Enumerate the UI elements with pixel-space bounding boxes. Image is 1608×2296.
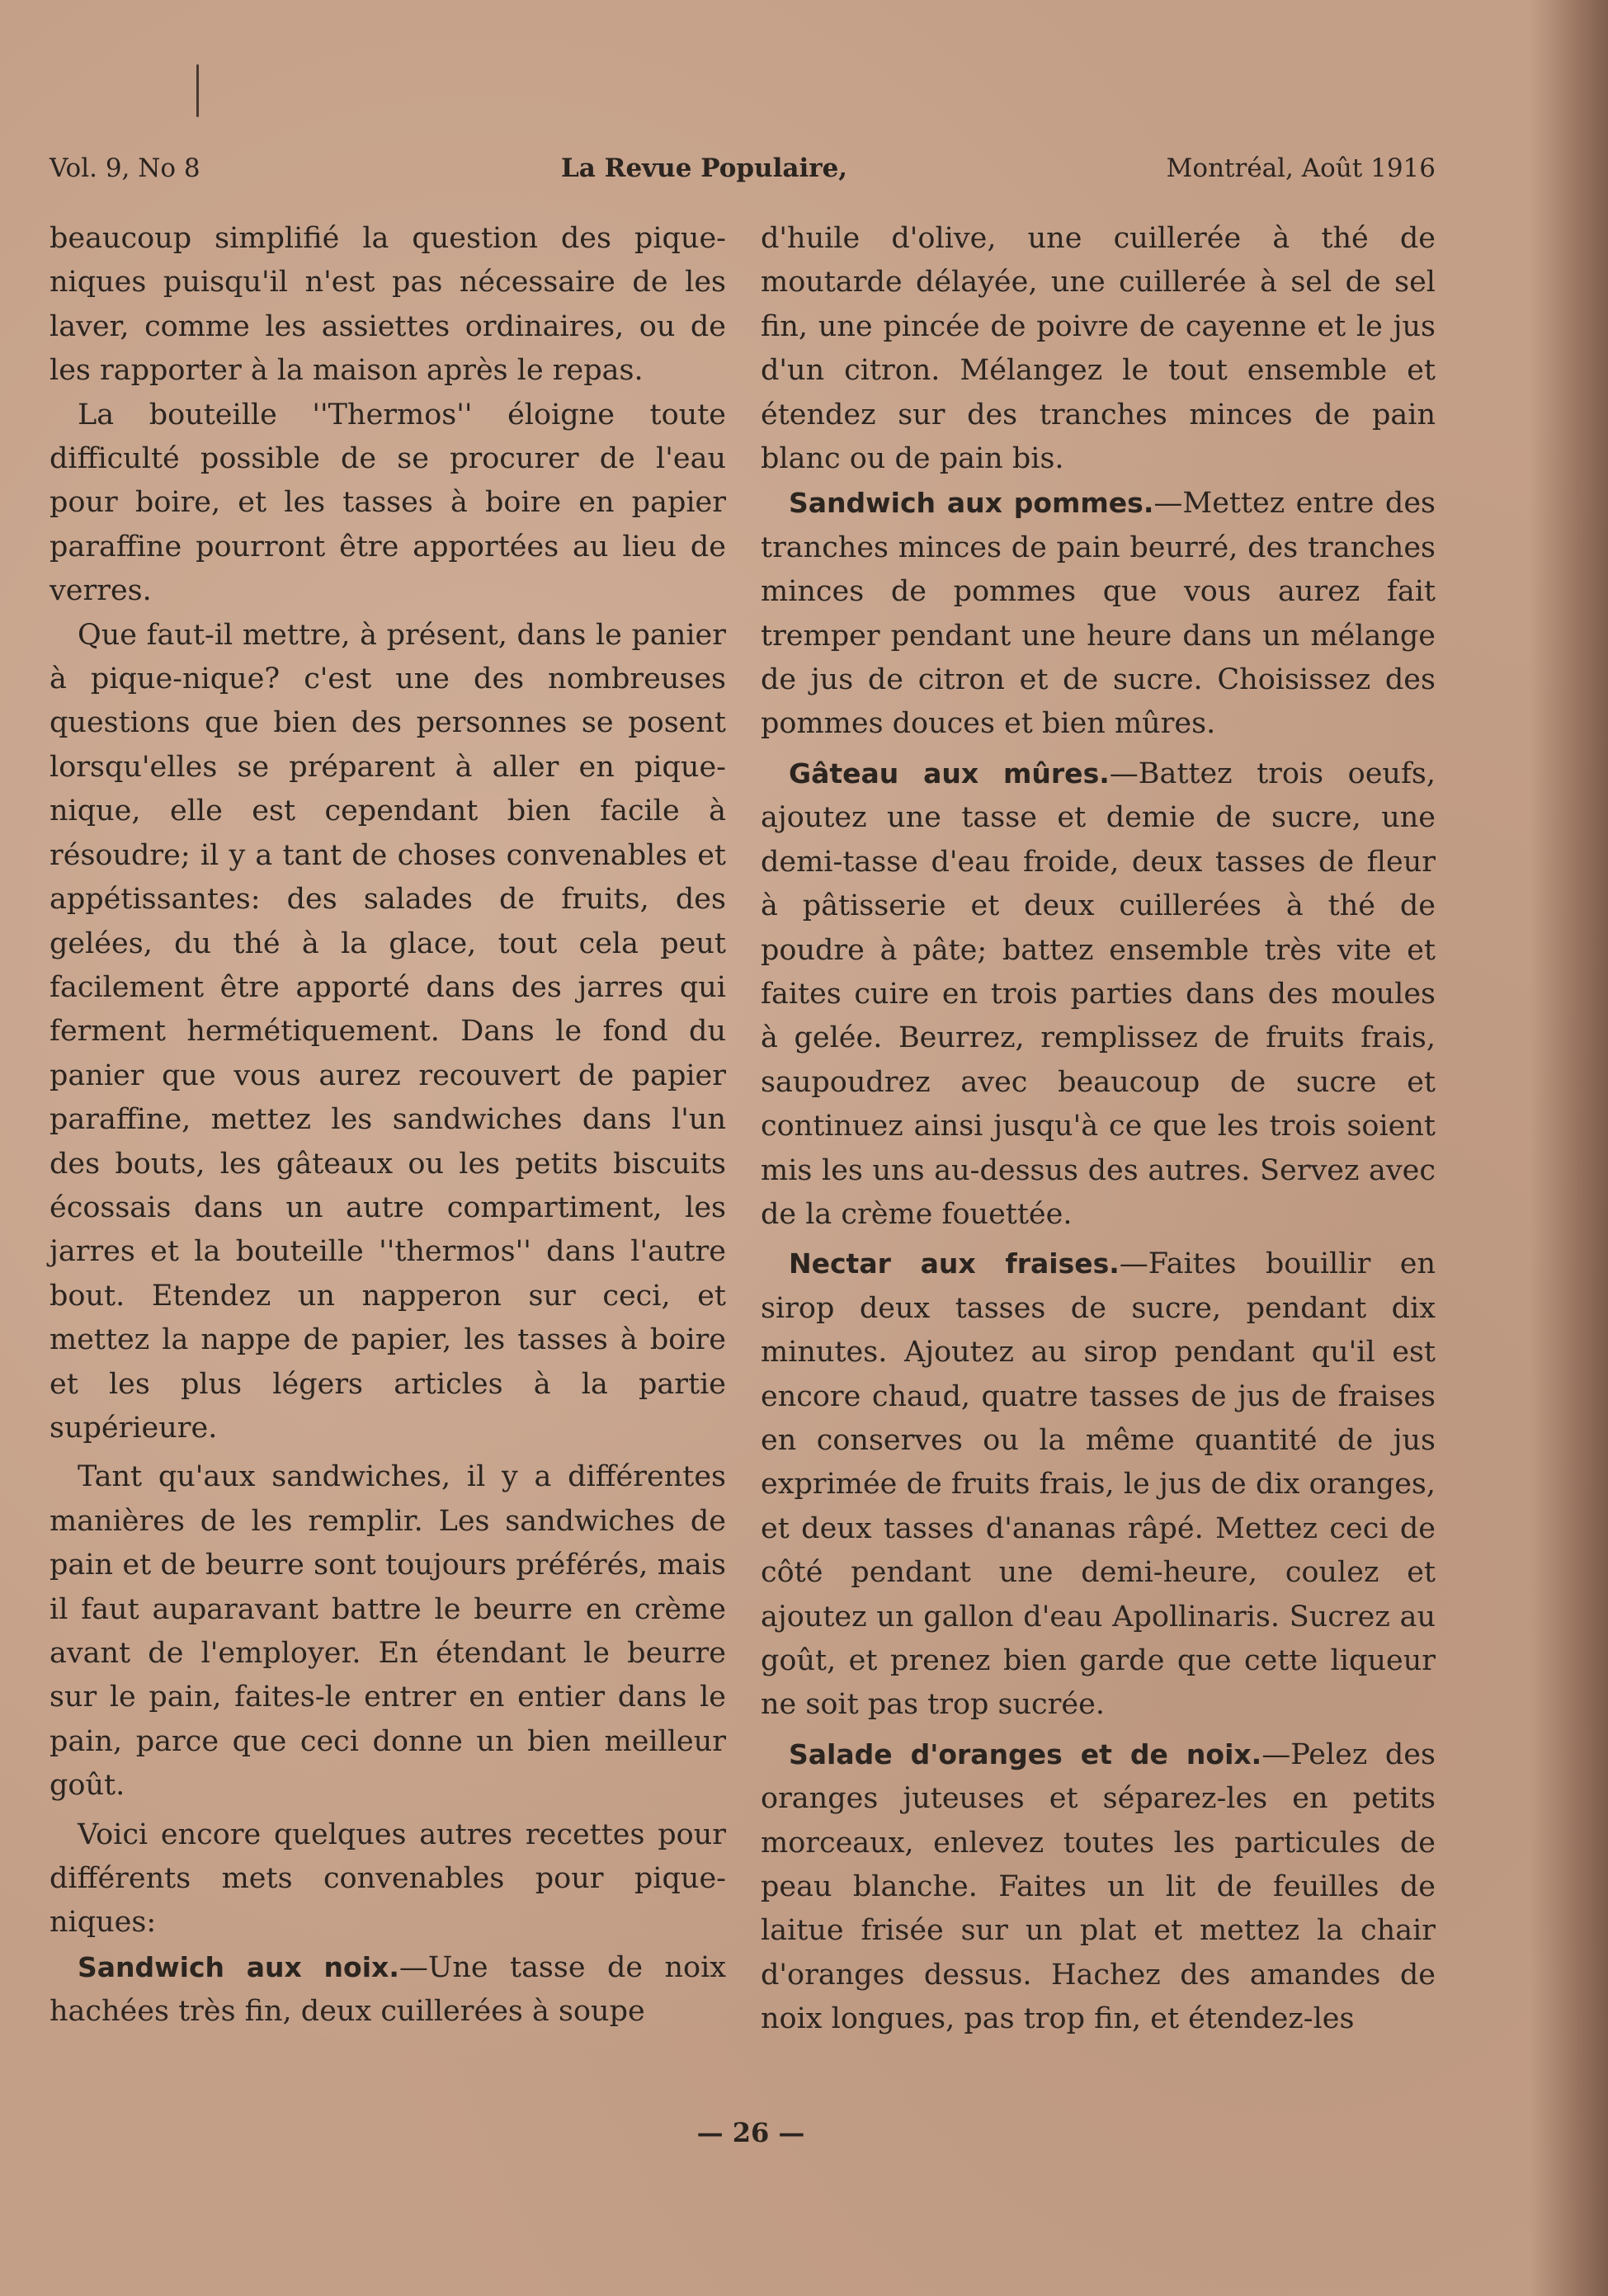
paragraph: La bouteille ''Thermos'' éloigne toute difficulté possible de se procurer de l'eau pour boire, et les tasses à boire en papier paraffine pourront être apportées au lieu de verres.: [50, 398, 726, 608]
recipe-text: —Battez trois oeufs, ajoutez une tasse et demie de sucre, une demi-tasse d'eau froide, deux tasses de fleur à pâtisserie et deux cuillerées à thé de poudre à pâte; battez ensemble très vite et faites cuire en trois parties dans des moules à gelée. Beurrez, remplissez de fruits frais, saupoudrez avec beaucoup de sucre et continuez ainsi jusqu'à ce que les trois soient mis les uns au-dessus des autres. Servez avec de la crème fouettée.: [761, 757, 1436, 1231]
paragraph: beaucoup simplifié la question des pique-niques puisqu'il n'est pas nécessaire de les laver, comme les assiettes ordinaires, ou de les rapporter à la maison après le repas.: [50, 222, 726, 388]
volume-number: Vol. 9, No 8: [50, 153, 200, 183]
right-column: [761, 217, 1436, 2042]
page-edge-shadow: [1530, 0, 1608, 2296]
paragraph: Que faut-il mettre, à présent, dans le panier à pique-nique? c'est une des nombreuses questions que bien des personnes se posent lorsqu'elles se préparent à aller en pique-nique, elle est cependant bien facile à résoudre; il y a tant de choses convenables et appétissantes: des salades de fruits, des gelées, du thé à la glace, tout cela peut facilement être apporté dans des jarres qui ferment hermétiquement. Dans le fond du panier que vous aurez recouvert de papier paraffine, mettez les sandwiches dans l'un des bouts, les gâteaux ou les petits biscuits écossais dans un autre compartiment, les jarres et la bouteille ''thermos'' dans l'autre bout. Etendez un napperon sur ceci, et mettez la nappe de papier, les tasses à boire et les plus légers articles à la partie supérieure.: [50, 618, 726, 1445]
recipe-title: Sandwich aux pommes.: [789, 487, 1154, 520]
recipe-text: —Mettez entre des tranches minces de pain beurré, des tranches minces de pommes que vous aurez fait tremper pendant une heure dans un mélange de jus de citron et de sucre. Choisissez des pommes douces et bien mûres.: [761, 487, 1436, 741]
paragraph: Tant qu'aux sandwiches, il y a différentes manières de les remplir. Les sandwiches de pain et de beurre sont toujours préférés, mais il faut auparavant battre le beurre en crème avant de l'employer. En étendant le beurre sur le pain, faites-le entrer en entier dans le pain, parce que ceci donne un bien meilleur goût.: [50, 1460, 726, 1803]
recipe-title: Nectar aux fraises.: [789, 1247, 1120, 1280]
recipe-title: Salade d'oranges et de noix.: [789, 1737, 1262, 1770]
paragraph: Voici encore quelques autres recettes pour différents mets convenables pour pique-niques:: [50, 1817, 726, 1940]
recipe-title: Gâteau aux mûres.: [789, 757, 1110, 790]
recipe-text: —Pelez des oranges juteuses et séparez-les en petits morceaux, enlevez toutes les particules de peau blanche. Faites un lit de feuilles de laitue frisée sur un plat et mettez la chair d'oranges dessus. Hachez des amandes de noix longues, pas trop fin, et étendez-les: [761, 1737, 1436, 2036]
recipe-sandwich-noix: [50, 1945, 726, 2034]
running-header: [50, 153, 1436, 186]
recipe-text: —Une tasse de noix hachées très fin, deux cuillerées à soupe: [50, 1950, 727, 2029]
left-column: [50, 217, 726, 2034]
page-number: — 26 —: [696, 2117, 805, 2148]
recipe-title: Sandwich aux noix.: [78, 1950, 399, 1983]
recipe-text: —Faites bouillir en sirop deux tasses de sucre, pendant dix minutes. Ajoutez au sirop pendant qu'il est encore chaud, quatre tasses de jus de fraises en conserves ou la même quantité de jus exprimée de fruits frais, le jus de dix oranges, et deux tasses d'ananas râpé. Mettez ceci de côté pendant une demi-heure, coulez et ajoutez un gallon d'eau Apollinaris. Sucrez au goût, et prenez bien garde que cette liqueur ne soit pas trop sucrée.: [761, 1247, 1436, 1722]
publication-title: La Revue Populaire,: [561, 153, 848, 183]
recipe-gateau-mures: [761, 752, 1436, 1237]
pencil-mark: [196, 64, 199, 117]
recipe-sandwich-pommes: [761, 481, 1436, 746]
recipe-nectar-fraises: [761, 1242, 1436, 1727]
paragraph: d'huile d'olive, une cuillerée à thé de moutarde délayée, une cuillerée à sel de sel fin, une pincée de poivre de cayenne et le jus d'un citron. Mélangez le tout ensemble et étendez sur des tranches minces de pain blanc ou de pain bis.: [761, 222, 1436, 476]
place-and-date: Montréal, Août 1916: [1166, 153, 1436, 183]
recipe-salade-oranges: [761, 1733, 1436, 2042]
